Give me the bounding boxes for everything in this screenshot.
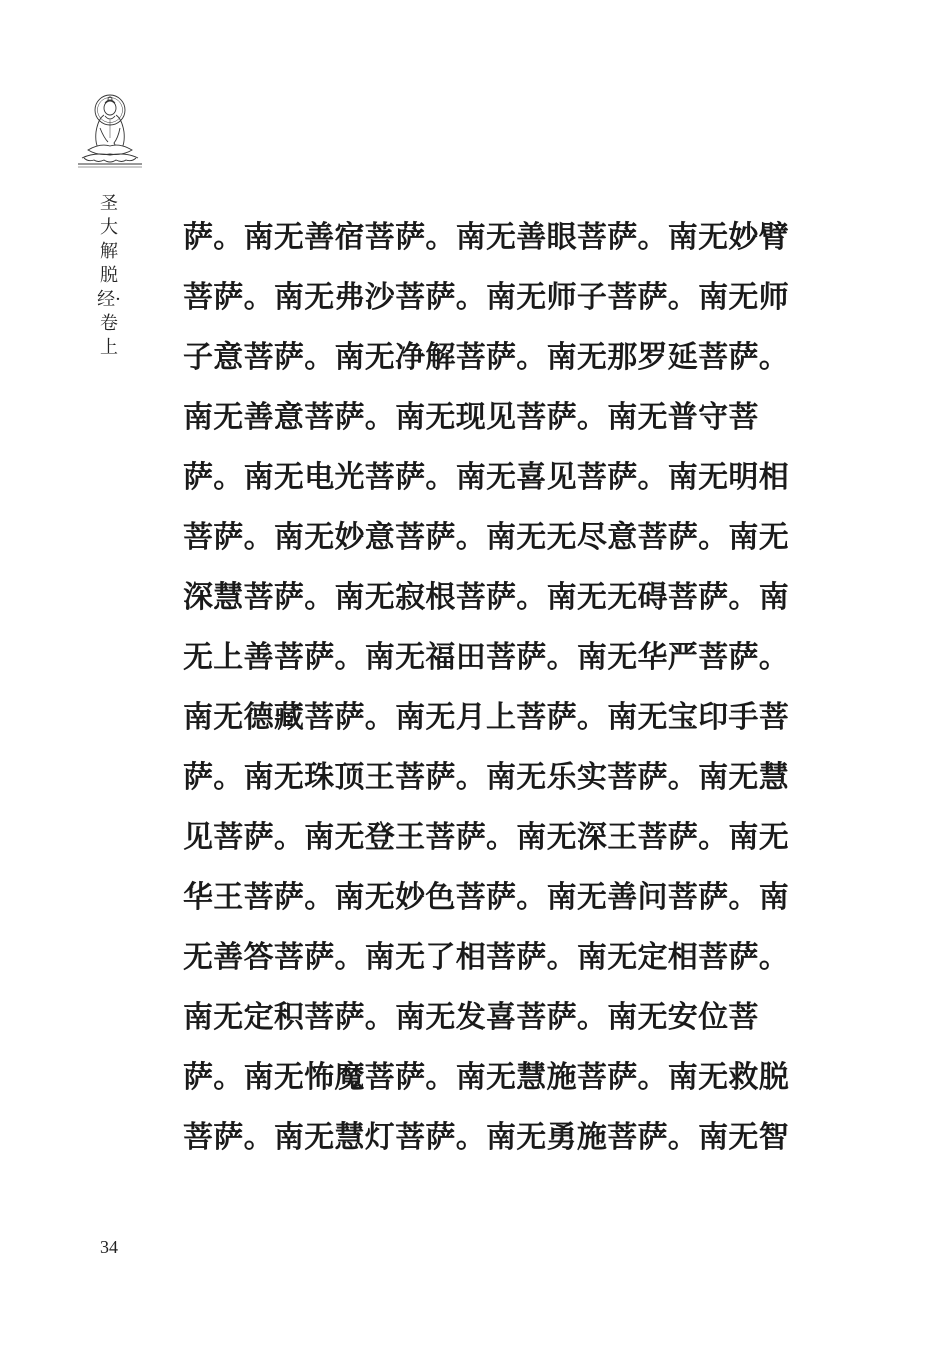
- page-number: 34: [100, 1237, 118, 1257]
- text-line: 菩萨。南无弗沙菩萨。南无师子菩萨。南无师: [183, 280, 789, 315]
- text-line: 萨。南无善宿菩萨。南无善眼菩萨。南无妙臂: [183, 220, 789, 255]
- text-line: 无善答菩萨。南无了相菩萨。南无定相菩萨。: [183, 940, 789, 975]
- text-line: 萨。南无怖魔菩萨。南无慧施菩萨。南无救脱: [183, 1060, 789, 1095]
- text-line: 无上善菩萨。南无福田菩萨。南无华严菩萨。: [183, 640, 789, 675]
- sutra-body-text: [183, 208, 789, 1168]
- text-line: 华王菩萨。南无妙色菩萨。南无善问菩萨。南: [183, 880, 789, 915]
- text-line: 南无定积菩萨。南无发喜菩萨。南无安位菩: [183, 1000, 759, 1035]
- seated-buddha-emblem-icon: [74, 88, 146, 170]
- text-line: 南无善意菩萨。南无现见菩萨。南无普守菩: [183, 400, 759, 435]
- text-line: 子意菩萨。南无净解菩萨。南无那罗延菩萨。: [183, 340, 789, 375]
- text-line: 菩萨。南无慧灯菩萨。南无勇施菩萨。南无智: [183, 1120, 789, 1155]
- text-line: 深慧菩萨。南无寂根菩萨。南无无碍菩萨。南: [183, 580, 789, 615]
- text-line: 萨。南无珠顶王菩萨。南无乐实菩萨。南无慧: [183, 760, 789, 795]
- text-line: 南无德藏菩萨。南无月上菩萨。南无宝印手菩: [183, 700, 789, 735]
- text-line: 萨。南无电光菩萨。南无喜见菩萨。南无明相: [183, 460, 789, 495]
- text-line: 见菩萨。南无登王菩萨。南无深王菩萨。南无: [183, 820, 789, 855]
- text-line: 菩萨。南无妙意菩萨。南无无尽意菩萨。南无: [183, 520, 789, 555]
- running-head: 圣大解脱经·卷上: [97, 193, 121, 358]
